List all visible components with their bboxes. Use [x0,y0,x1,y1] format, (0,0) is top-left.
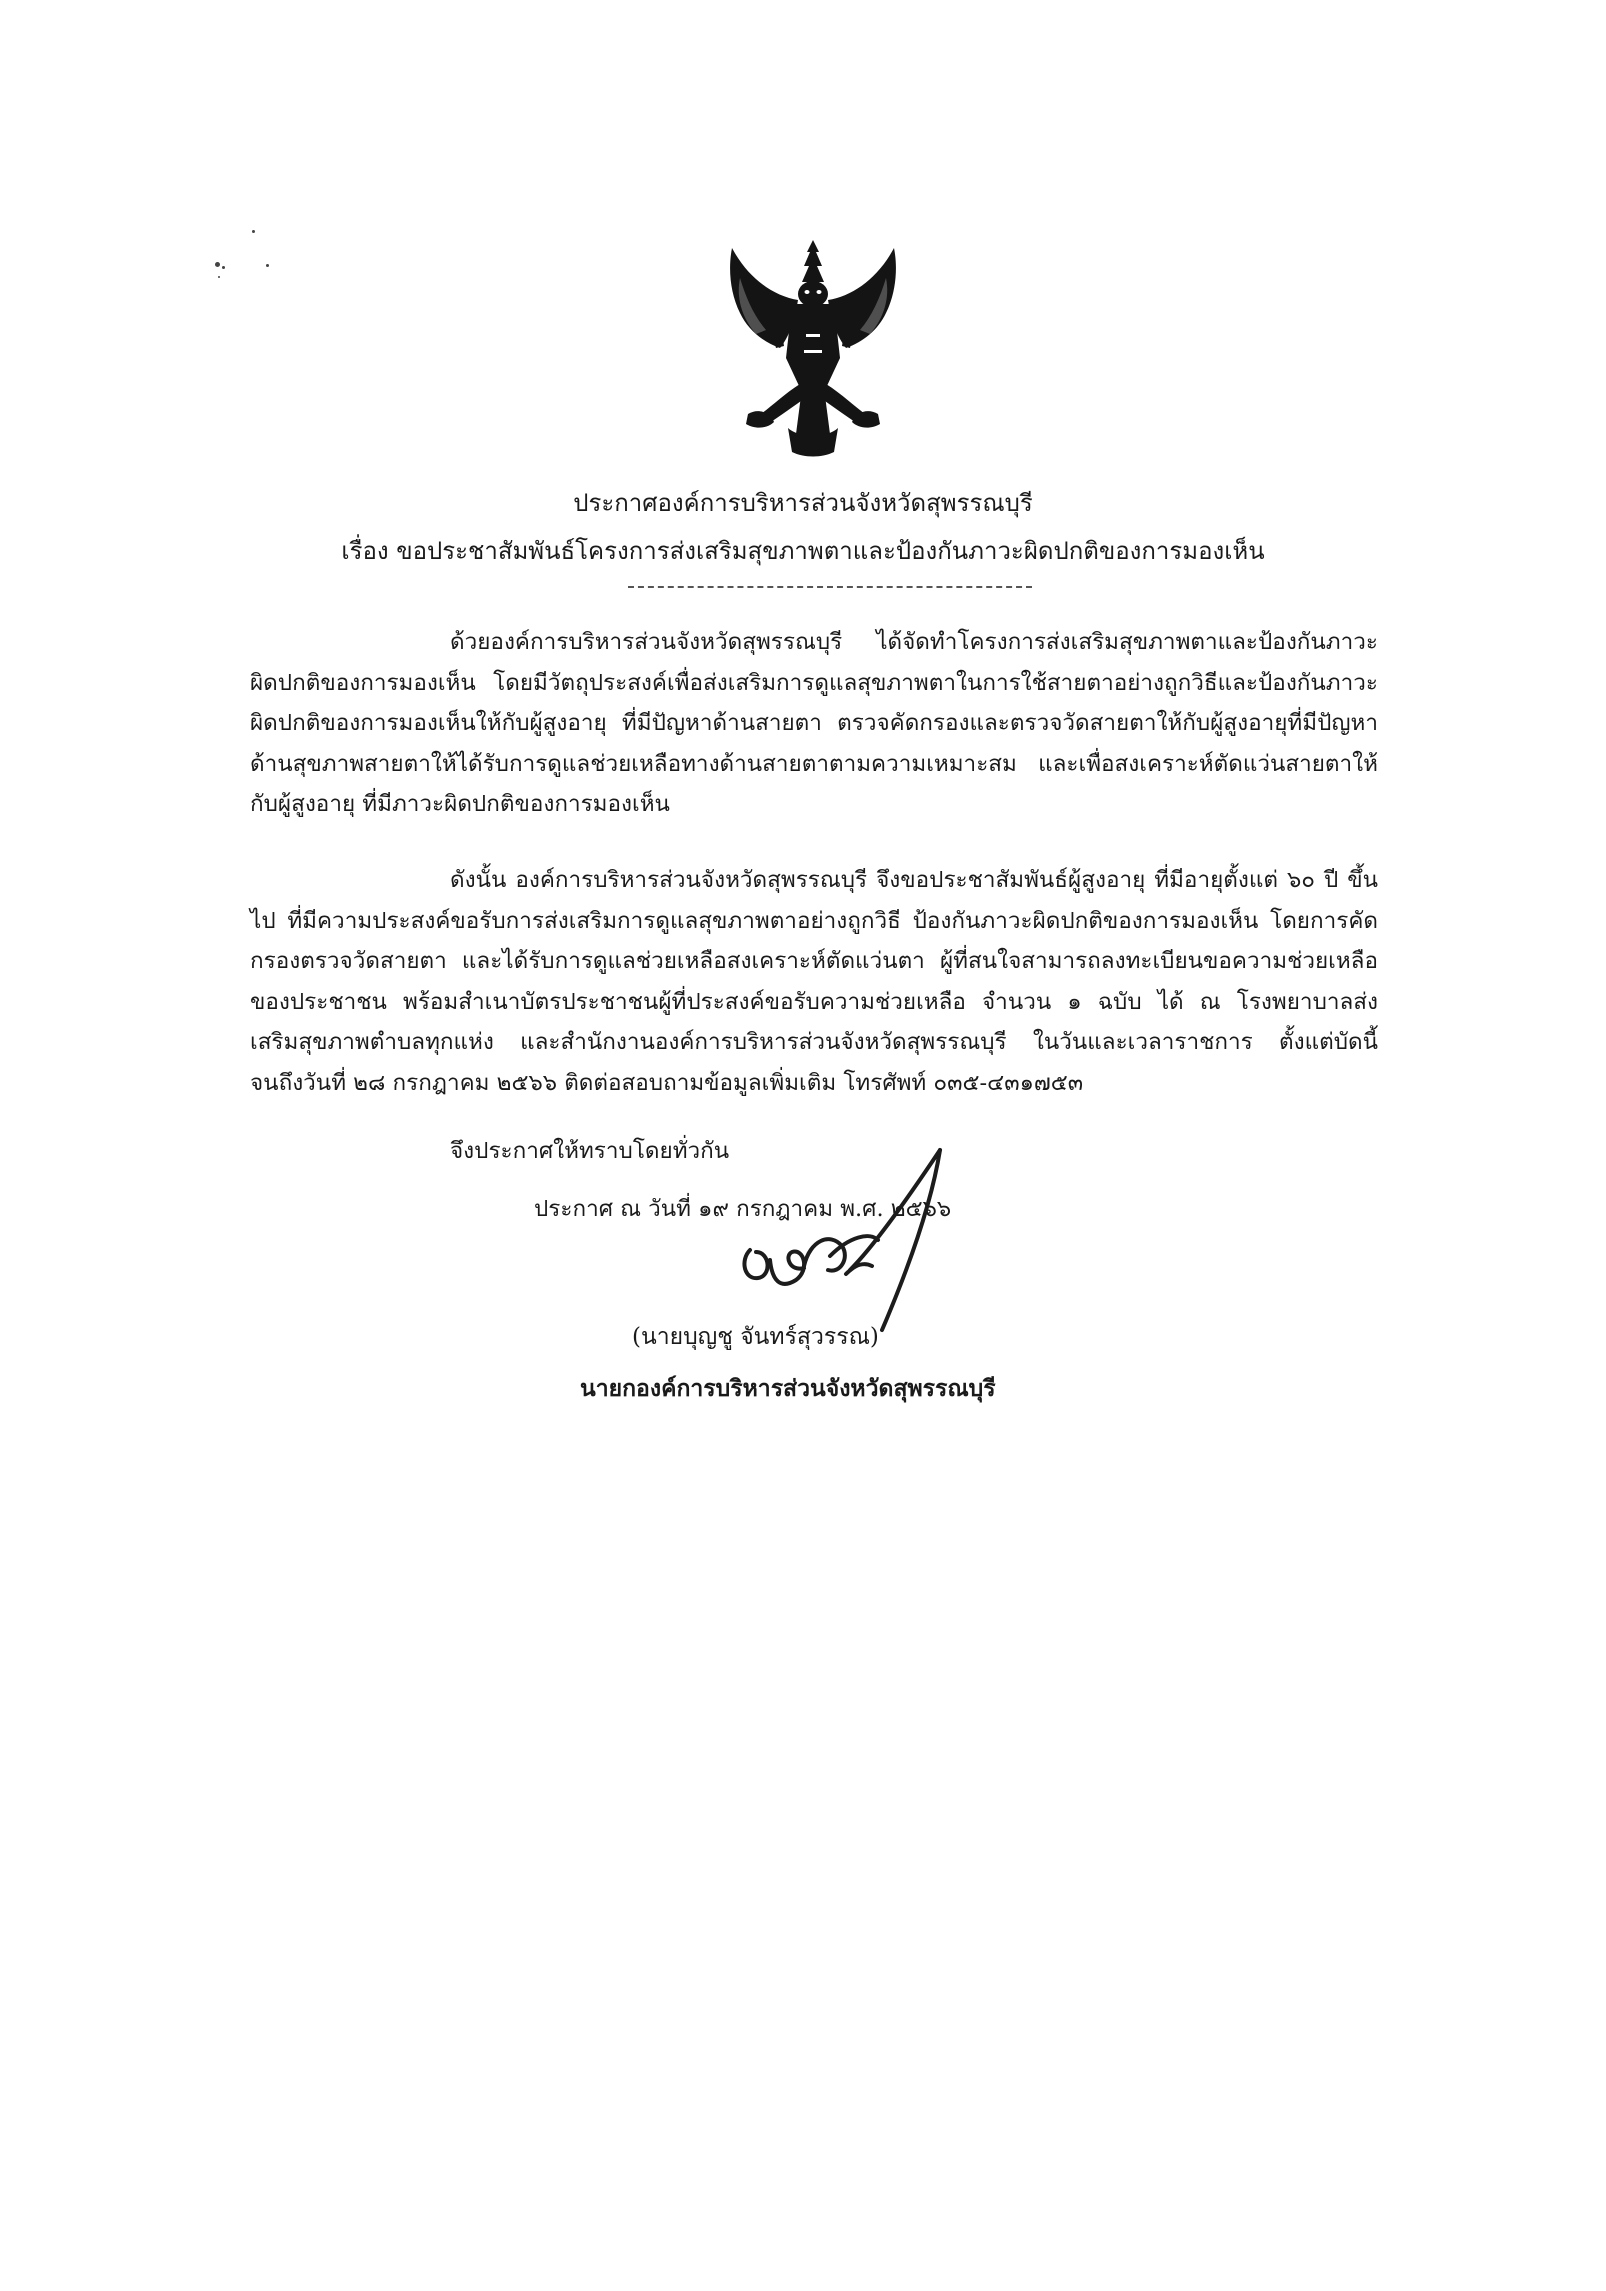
body-paragraph-1: ด้วยองค์การบริหารส่วนจังหวัดสุพรรณบุรี ได้จัดทำโครงการส่งเสริมสุขภาพตาและป้องกันภาวะผิดปกติของการมองเห็น โดยมีวัตถุประสงค์เพื่อส่งเสริมการดูแลสุขภาพตาในการใช้สายตาอย่างถูกวิธีและป้องกันภาวะผิดปกติของการมองเห็นให้กับผู้สูงอายุ ที่มีปัญหาด้านสายตา ตรวจคัดกรองและตรวจวัดสายตาให้กับผู้สูงอายุที่มีปัญหาด้านสุขภาพสายตาให้ได้รับการดูแลช่วยเหลือทางด้านสายตาตามความเหมาะสม และเพื่อสงเคราะห์ตัดแว่นสายตาให้กับผู้สูงอายุ ที่มีภาวะผิดปกติของการมองเห็น [250,629,1378,817]
scan-speck [215,262,220,267]
scan-speck [252,230,255,233]
signer-name: (นายบุญชู จันทร์สุวรรณ) [632,1324,879,1350]
scan-speck [218,276,220,278]
date-line: ประกาศ ณ วันที่ ๑๙ กรกฎาคม พ.ศ. ๒๕๖๖ [534,1196,952,1222]
document-subject: เรื่อง ขอประชาสัมพันธ์โครงการส่งเสริมสุขภาพตาและป้องกันภาวะผิดปกติของการมองเห็น [341,537,1265,565]
scan-speck [222,266,225,269]
body-paragraph-2: ดังนั้น องค์การบริหารส่วนจังหวัดสุพรรณบุรี จึงขอประชาสัมพันธ์ผู้สูงอายุ ที่มีอายุตั้งแต่ ๖๐ ปี ขึ้นไป ที่มีความประสงค์ขอรับการส่งเสริมการดูแลสุขภาพตาอย่างถูกวิธี ป้องกันภาวะผิดปกติของการมองเห็น โดยการคัดกรองตรวจวัดสายตา และได้รับการดูแลช่วยเหลือสงเคราะห์ตัดแว่นตา ผู้ที่สนใจสามารถลงทะเบียนขอความช่วยเหลือของประชาชน พร้อมสำเนาบัตรประชาชนผู้ที่ประสงค์ขอรับความช่วยเหลือ จำนวน ๑ ฉบับ ได้ ณ โรงพยาบาลส่งเสริมสุขภาพตำบลทุกแห่ง และสำนักงานองค์การบริหารส่วนจังหวัดสุพรรณบุรี ในวันและเวลาราชการ ตั้งแต่บัดนี้ จนถึงวันที่ ๒๘ กรกฎาคม ๒๕๖๖ ติดต่อสอบถามข้อมูลเพิ่มเติม โทรศัพท์ ๐๓๕-๔๓๑๗๕๓ [250,867,1378,1096]
scan-speck [266,264,269,267]
heading-divider [628,586,1032,588]
signer-title: นายกองค์การบริหารส่วนจังหวัดสุพรรณบุรี [580,1375,996,1402]
document-heading: ประกาศองค์การบริหารส่วนจังหวัดสุพรรณบุรี [573,489,1033,517]
garuda-emblem-icon [718,238,908,458]
closing-statement: จึงประกาศให้ทราบโดยทั่วกัน [450,1138,730,1164]
